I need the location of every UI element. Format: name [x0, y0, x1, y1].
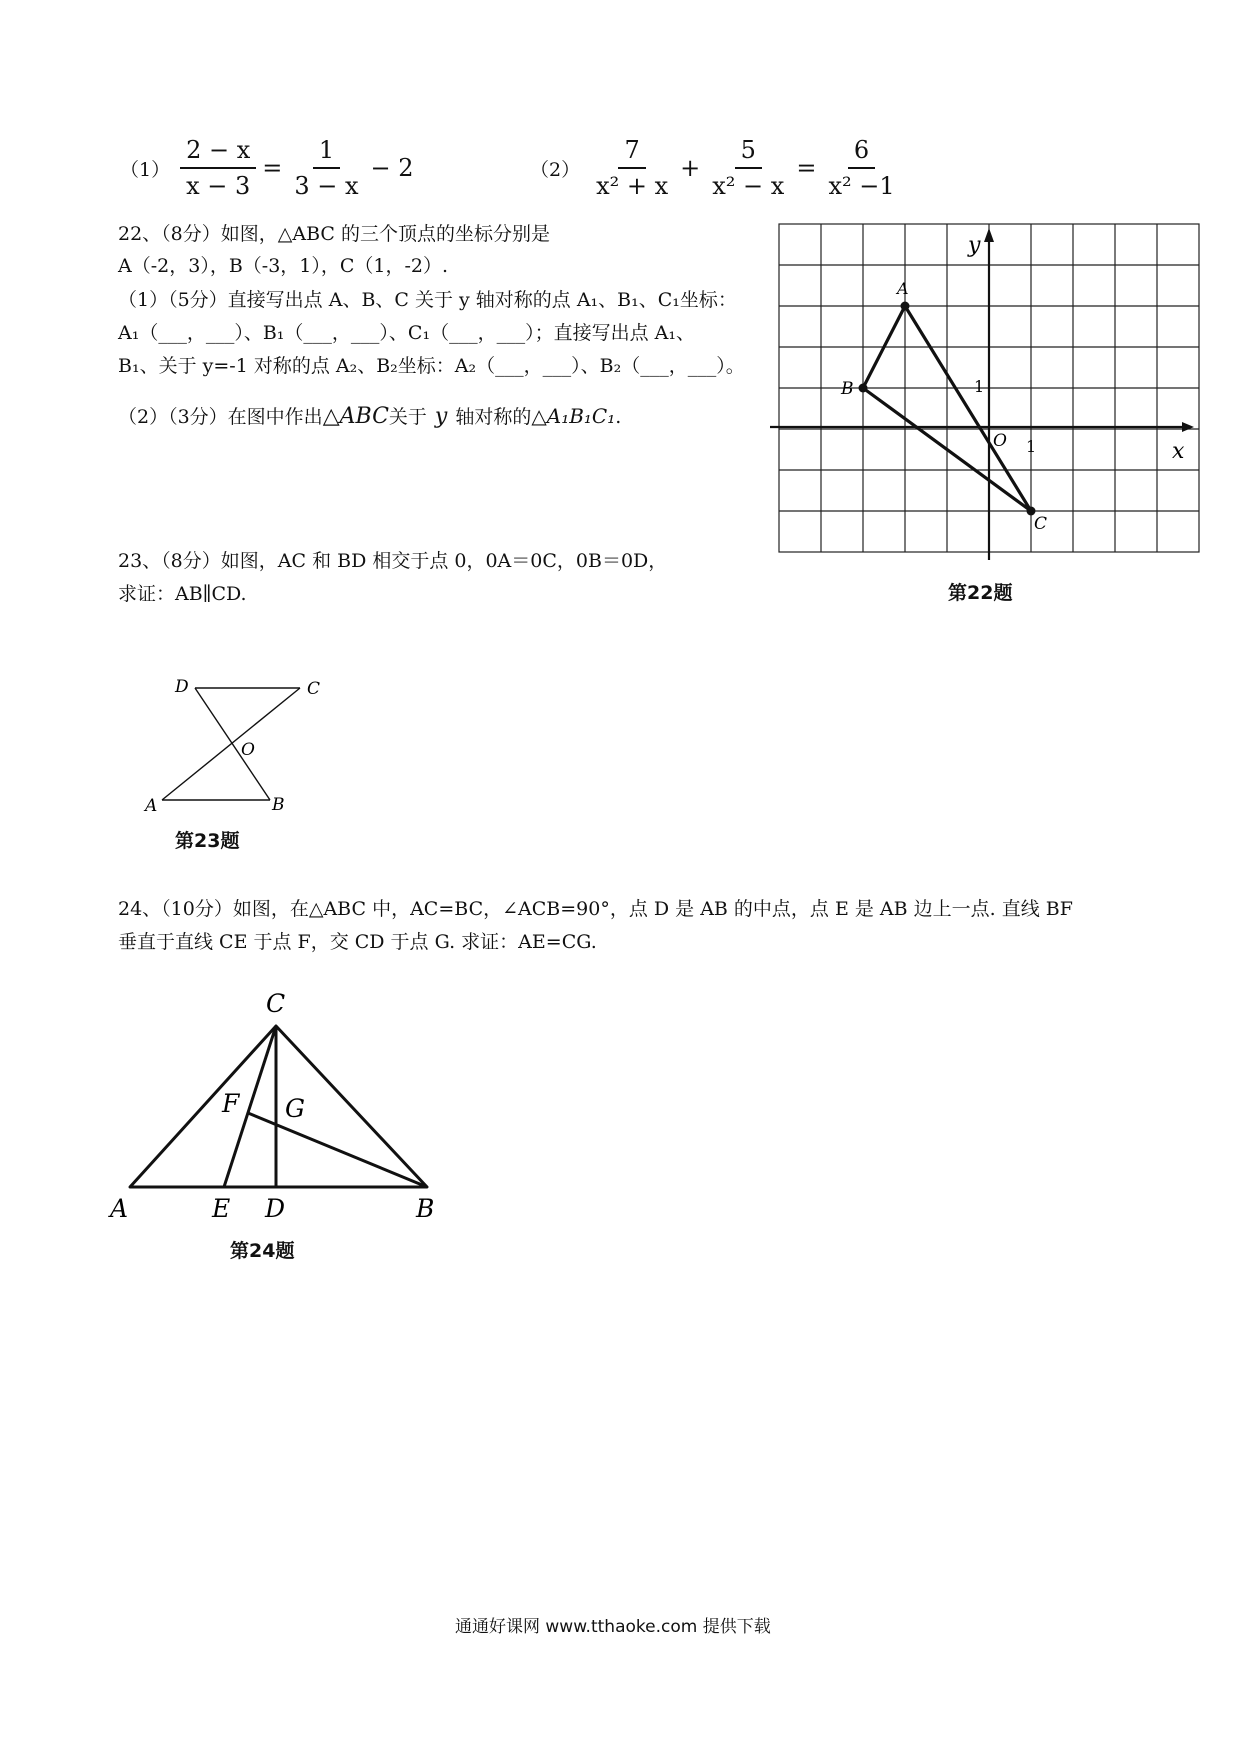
equation-2-term-2 — [706, 135, 790, 201]
fraction-numerator: 1 — [313, 135, 340, 169]
tick-label-y-1: 1 — [974, 377, 985, 396]
label-f: F — [222, 1089, 240, 1118]
label-o: O — [241, 740, 255, 760]
q22-line-3: （1）（5分）直接写出点 A、B、C 关于 y 轴对称的点 A₁、B₁、C₁坐标： — [118, 289, 737, 311]
point-a-dot — [901, 302, 910, 311]
q23-line-2: 求证：AB∥CD. — [118, 583, 247, 605]
q24-lines — [130, 1026, 427, 1187]
label-a: A — [145, 796, 158, 816]
equation-2-term-3 — [822, 135, 900, 201]
label-c: C — [307, 679, 321, 699]
plus-sign: + — [680, 154, 701, 182]
label-a: A — [897, 279, 909, 298]
fraction-denominator: x − 3 — [186, 172, 251, 200]
fraction-denominator: x² − x — [712, 172, 785, 200]
equation-2 — [530, 135, 905, 201]
q22-line-4: A₁（___，___）、B₁（___，___）、C₁（___，___）；直接写出点 A₁、 — [118, 322, 695, 344]
q23-lines — [162, 688, 300, 800]
label-g: G — [285, 1094, 305, 1123]
equation-1-rhs-fraction — [288, 135, 364, 201]
label-b: B — [416, 1194, 435, 1223]
equation-1 — [120, 135, 416, 201]
page-footer: 通通好课网 www.tthaoke.com 提供下载 — [455, 1617, 771, 1637]
q24-line-2: 垂直于直线 CE 于点 F，交 CD 于点 G. 求证：AE=CG. — [118, 931, 597, 953]
q22-line-2: A（-2，3），B（-3，1），C（1，-2）. — [118, 255, 449, 277]
equation-2-label: （2） — [530, 158, 581, 181]
q24-caption: 第24题 — [230, 1240, 295, 1262]
fraction-denominator: x² −1 — [828, 172, 895, 200]
q22-line-6-part-c: 关于 — [388, 406, 427, 428]
q22-line-6-part-g: . — [615, 406, 622, 428]
q22-line-5: B₁、关于 y=-1 对称的点 A₂、B₂坐标：A₂（___，___）、B₂（___，___）。 — [118, 355, 745, 377]
label-origin: O — [993, 431, 1007, 451]
label-a: A — [110, 1194, 129, 1223]
fraction-numerator: 6 — [848, 135, 875, 169]
tick-label-x-1: 1 — [1026, 437, 1037, 456]
q22-line-6-part-d: y — [434, 404, 448, 429]
label-x-axis: x — [1172, 439, 1185, 464]
fraction-denominator: x² + x — [596, 172, 669, 200]
q22-line-1: 22、（8分）如图，△ABC 的三个顶点的坐标分别是 — [118, 223, 550, 245]
q22-line-6-part-f: △A₁B₁C₁ — [531, 404, 616, 428]
equation-1-label: （1） — [120, 158, 171, 181]
fraction-numerator: 7 — [618, 135, 645, 169]
q22-caption: 第22题 — [948, 582, 1013, 604]
q24-line-1: 24、（10分）如图，在△ABC 中，AC=BC，∠ACB=90°，点 D 是 AB 的中点，点 E 是 AB 边上一点. 直线 BF — [118, 898, 1073, 920]
q22-line-6-part-e: 轴对称的 — [455, 406, 532, 428]
equation-2-term-1 — [590, 135, 674, 201]
label-d: D — [175, 677, 189, 697]
fraction-numerator: 5 — [735, 135, 762, 169]
q22-line-6-part-b: △ABC — [322, 404, 389, 429]
q24-figure — [100, 980, 450, 1240]
equation-1-lhs-fraction — [180, 135, 256, 201]
label-e: E — [212, 1194, 231, 1223]
fraction-denominator: 3 − x — [294, 172, 359, 200]
label-b: B — [841, 379, 854, 399]
q22-figure — [770, 220, 1210, 580]
label-y-axis: y — [968, 233, 981, 258]
q22-line-6-part-a: （2）（3分）在图中作出 — [118, 406, 323, 428]
point-b-dot — [859, 384, 868, 393]
label-c: C — [266, 989, 286, 1018]
equals-sign: = — [796, 154, 817, 182]
q23-figure — [140, 670, 340, 820]
label-b: B — [272, 795, 285, 815]
q22-line-6 — [118, 400, 621, 433]
equals-sign: = — [262, 154, 283, 182]
label-c: C — [1034, 514, 1048, 534]
q23-line-1: 23、（8分）如图，AC 和 BD 相交于点 0，0A＝0C，0B＝0D， — [118, 550, 668, 572]
q23-caption: 第23题 — [175, 830, 240, 852]
label-d: D — [265, 1194, 286, 1223]
equation-1-tail: − 2 — [370, 154, 414, 182]
fraction-numerator: 2 − x — [180, 135, 256, 169]
